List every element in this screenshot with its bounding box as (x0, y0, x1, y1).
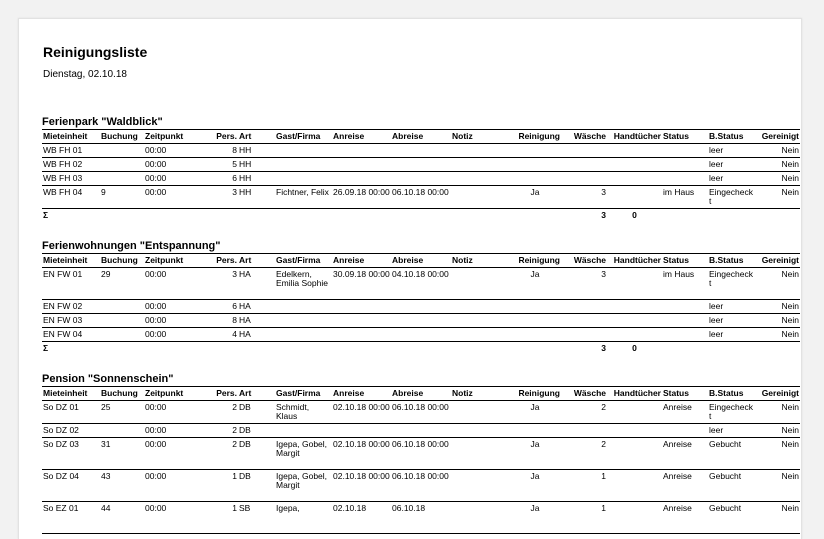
table-row: WB FH 04 9 00:00 3 HH Fichtner, Felix 26.09.18 00:00 06.10.18 00:00 Ja 3 im Haus Eingecheckt Nein (42, 186, 800, 209)
col-bstatus: B.Status (709, 131, 744, 141)
col-gast: Gast/Firma (276, 131, 321, 141)
table-row: So EZ 01 44 00:00 1 SB Igepa, 02.10.18 06.10.18 Ja 1 Anreise Gebucht Nein (42, 502, 800, 534)
sum-row: Σ 3 0 (43, 343, 637, 353)
col-art: Art (239, 131, 252, 141)
cleaning-table (42, 386, 800, 534)
table-row: So DZ 03 31 00:00 2 DB Igepa, Gobel, Margit 02.10.18 00:00 06.10.18 00:00 Ja 2 Anreise Gebucht Nein (42, 438, 800, 470)
table-row: WB FH 01 00:00 8 HH leer Nein (42, 144, 800, 158)
table-row: EN FW 01 29 00:00 3 HA Edelkern, Emilia Sophie 30.09.18 00:00 04.10.18 00:00 Ja 3 im Haus Eingecheckt Nein (42, 268, 800, 300)
table-row: EN FW 03 00:00 8 HA leer Nein (42, 314, 800, 328)
section-entspannung (42, 239, 800, 355)
col-zeitpunkt: Zeitpunkt (145, 131, 184, 141)
col-mieteinheit: Mieteinheit (43, 131, 88, 141)
cleaning-table (42, 129, 800, 222)
table-header: Mieteinheit Buchung Zeitpunkt Pers. Art Gast/Firma Anreise Abreise Notiz Reinigung Wäsche Handtücher Status B.Status Gereinigt (42, 387, 800, 401)
cleaning-table (42, 253, 800, 355)
sum-row: Σ 3 0 (43, 210, 637, 220)
table-row: WB FH 02 00:00 5 HH leer Nein (42, 158, 800, 172)
section-title: Ferienpark "Waldblick" (42, 116, 163, 128)
report-date: Dienstag, 02.10.18 (43, 69, 127, 80)
col-buchung: Buchung (101, 131, 138, 141)
table-row: So DZ 01 25 00:00 2 DB Schmidt, Klaus 02.10.18 00:00 06.10.18 00:00 Ja 2 Anreise Eingecheckt Nein (42, 401, 800, 424)
table-header (42, 130, 800, 144)
section-title: Ferienwohnungen "Entspannung" (42, 240, 221, 252)
table-row: EN FW 02 00:00 6 HA leer Nein (42, 300, 800, 314)
col-abreise: Abreise (392, 131, 424, 141)
col-gereinigt: Gereinigt (761, 131, 799, 141)
table-row: EN FW 04 00:00 4 HA leer Nein (42, 328, 800, 342)
section-sonnenschein (42, 372, 800, 534)
col-status: Status (663, 131, 689, 141)
col-anreise: Anreise (333, 131, 365, 141)
table-row: WB FH 03 00:00 6 HH leer Nein (42, 172, 800, 186)
section-title: Pension "Sonnenschein" (42, 373, 174, 385)
col-pers: Pers. (216, 131, 237, 141)
page-title: Reinigungsliste (43, 44, 148, 60)
col-notiz: Notiz (452, 131, 473, 141)
table-header: Mieteinheit Buchung Zeitpunkt Pers. Art Gast/Firma Anreise Abreise Notiz Reinigung Wäsche Handtücher Status B.Status Gereinigt (42, 254, 800, 268)
report-page (18, 18, 802, 539)
col-waesche: Wäsche (573, 131, 606, 141)
table-row: So DZ 02 00:00 2 DB leer Nein (42, 424, 800, 438)
table-row: So DZ 04 43 00:00 1 DB Igepa, Gobel, Margit 02.10.18 00:00 06.10.18 00:00 Ja 1 Anreise Gebucht Nein (42, 470, 800, 502)
section-waldblick (42, 115, 800, 222)
col-handtuecher: Handtücher (613, 131, 661, 141)
col-reinigung: Reinigung (518, 131, 560, 141)
